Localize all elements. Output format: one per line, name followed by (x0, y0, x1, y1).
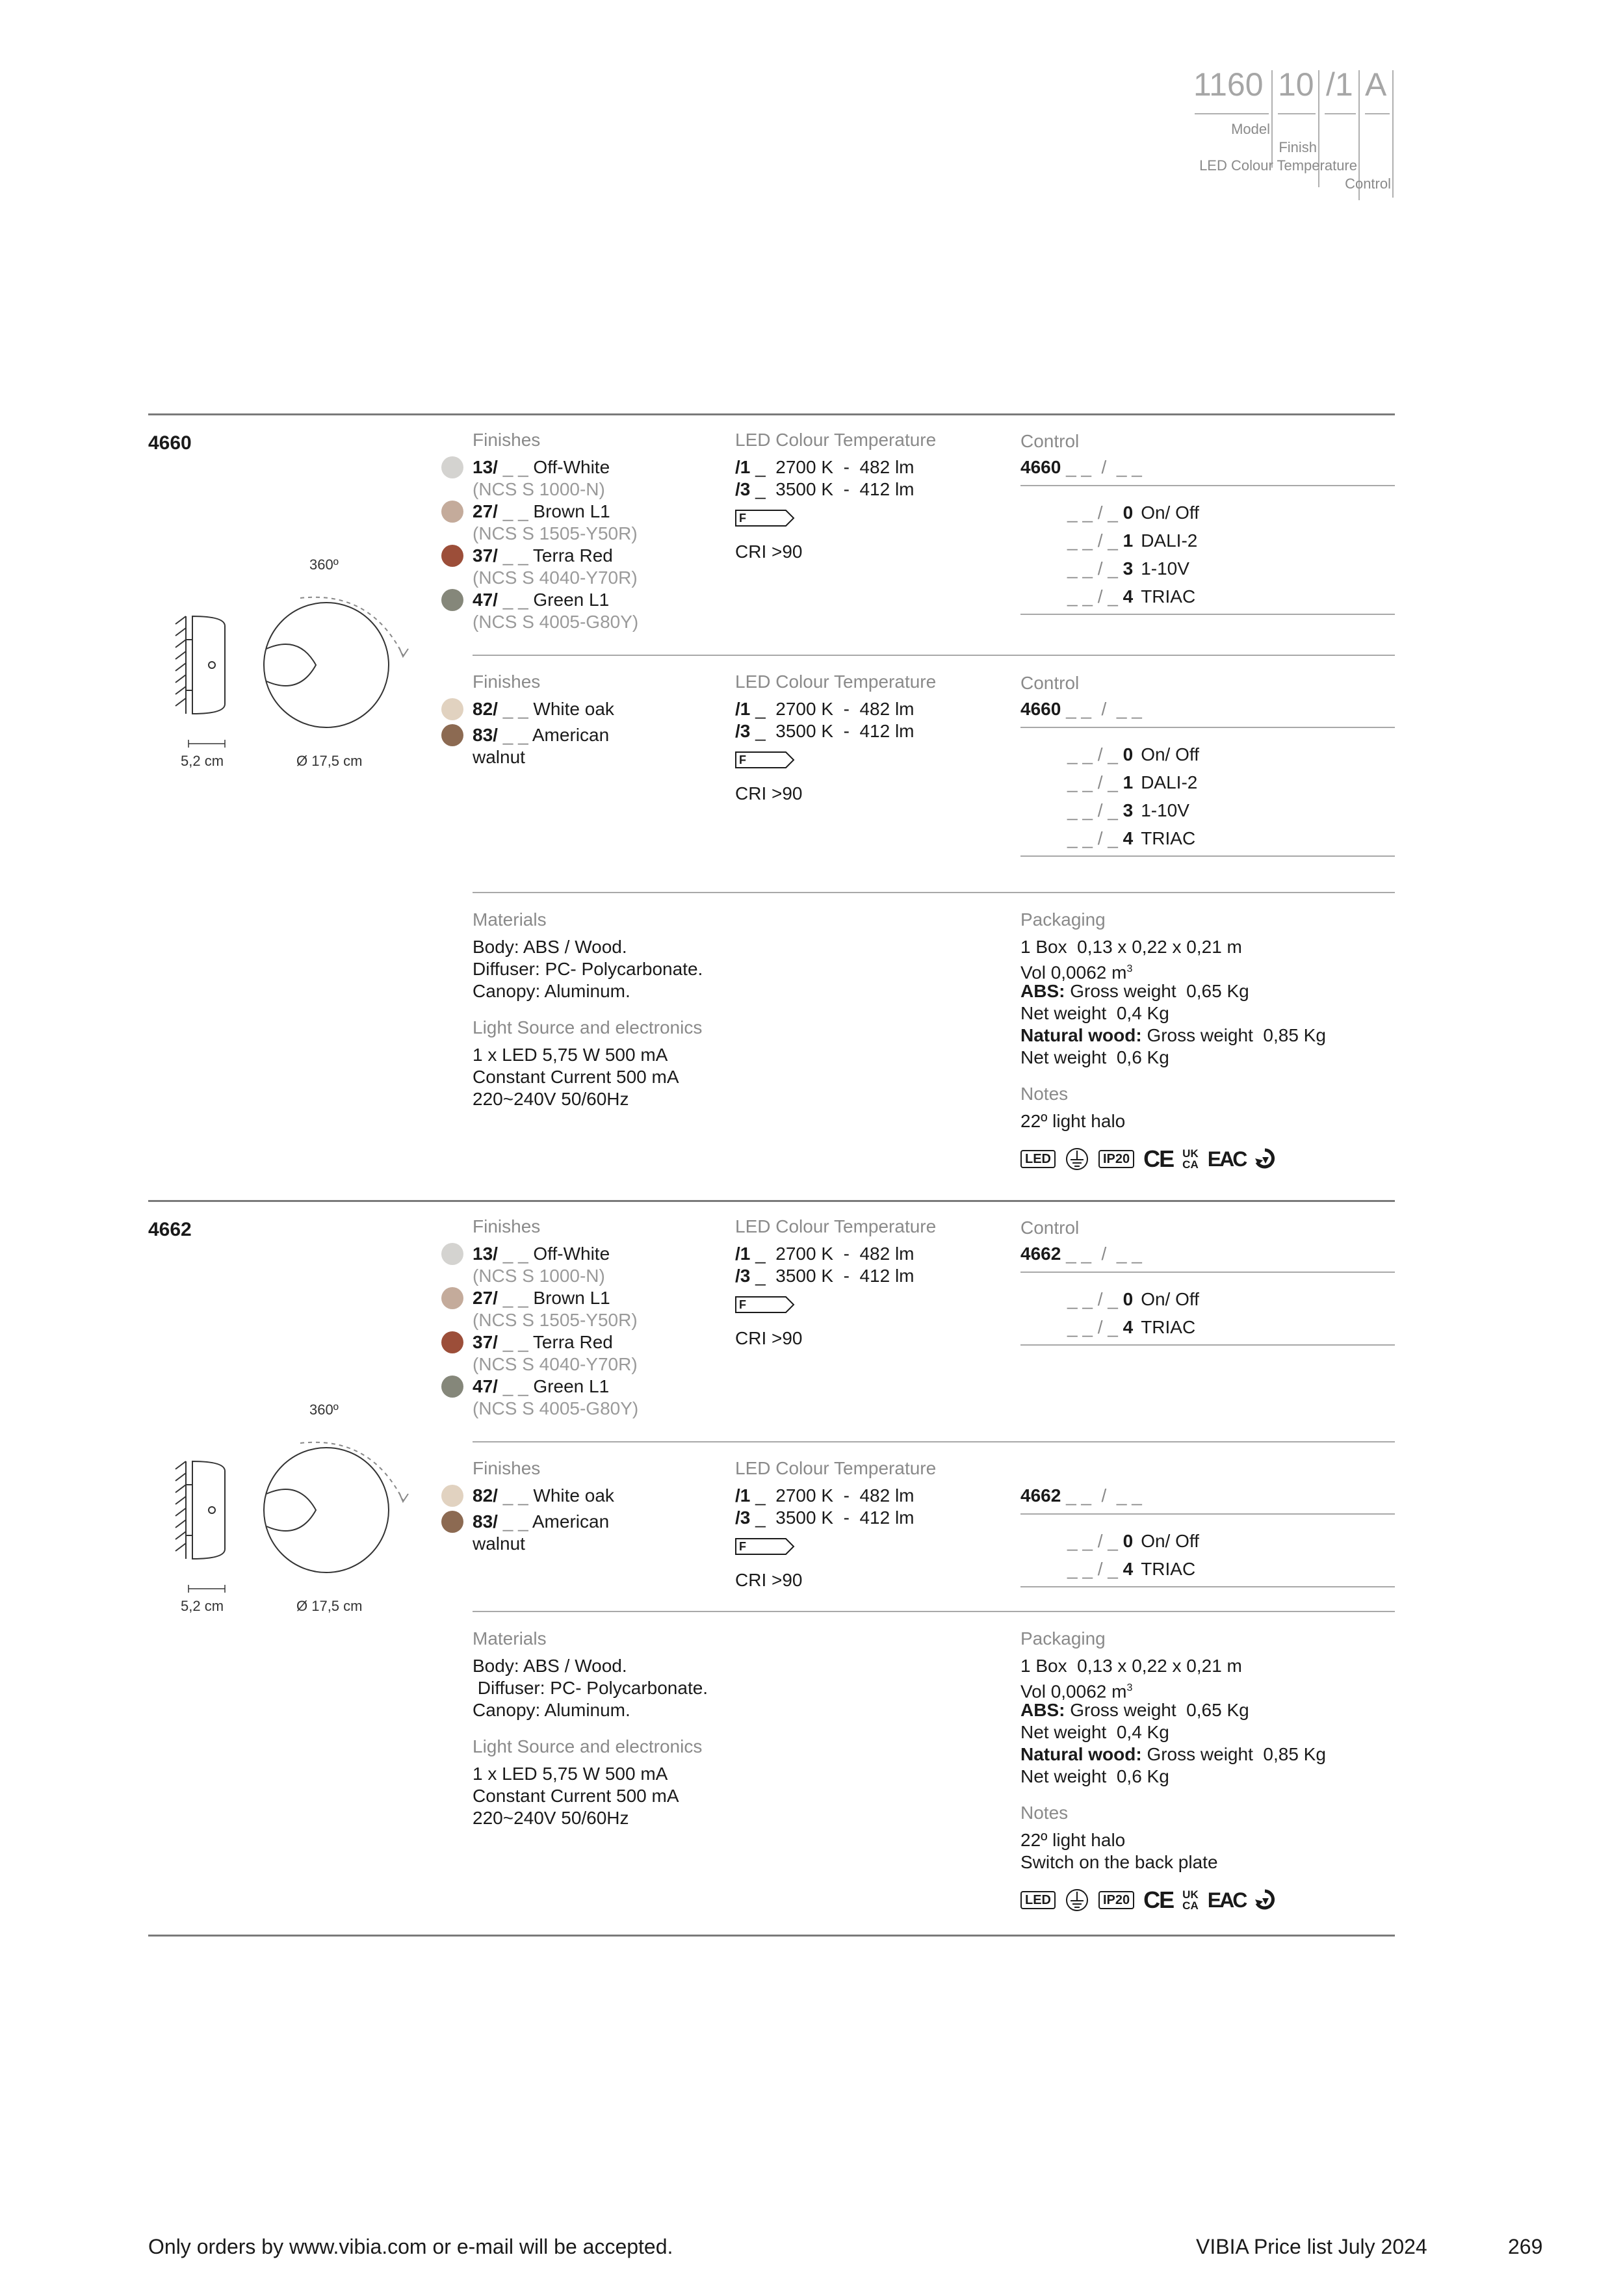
led-value: _ 3500 K - 412 lm (750, 479, 915, 499)
abs-gross: Gross weight 0,65 Kg (1065, 1700, 1249, 1720)
certification-icons (1020, 1147, 1275, 1171)
packaging-box: 1 Box 0,13 x 0,22 x 0,21 m (1020, 1656, 1242, 1676)
wood-net-weight: Net weight 0,6 Kg (1020, 1766, 1169, 1786)
control-heading: Control (1020, 673, 1080, 693)
diameter-dimension: Ø 17,5 cm (296, 1598, 363, 1614)
finishes-heading: Finishes (473, 430, 541, 450)
control-model: 4662 (1020, 1485, 1061, 1506)
control-suffix: _ _ / _ _ (1061, 457, 1142, 477)
diameter-dimension: Ø 17,5 cm (296, 753, 363, 769)
class-ii-ground-icon (1065, 1147, 1089, 1171)
finishes-heading: Finishes (473, 1458, 541, 1478)
finish-blank: _ _ (497, 1288, 534, 1308)
led-badge-icon: LED (1020, 1891, 1056, 1909)
code-part-finish: 10 (1278, 66, 1314, 103)
material-line: Diffuser: PC- Polycarbonate. (473, 1678, 708, 1698)
control-prefix: _ _ / _ (1067, 586, 1123, 607)
volume-unit-exp: 3 (1126, 963, 1133, 974)
code-part-model: 1160 (1193, 66, 1264, 103)
wood-label: Natural wood: (1020, 1744, 1142, 1764)
finish-code: 27/ (473, 1288, 498, 1308)
eac-mark-icon: EAC (1207, 1888, 1246, 1912)
side-view (175, 616, 225, 714)
certification-icons (1020, 1888, 1275, 1912)
divider (1020, 1344, 1395, 1346)
code-label-finish: Finish (1279, 139, 1317, 155)
control-option-code: 0 (1123, 1289, 1134, 1309)
abs-label: ABS: (1020, 981, 1065, 1001)
dimension-lines (188, 740, 225, 748)
control-option (1067, 1558, 1195, 1580)
note-line: 22º light halo (1020, 1830, 1126, 1850)
led-code: /3 (735, 1507, 751, 1528)
finish-code: 37/ (473, 545, 498, 566)
abs-gross-weight (1020, 1699, 1249, 1721)
finish-swatch (441, 545, 463, 567)
divider (1020, 1586, 1395, 1587)
finish-name: Brown L1 (533, 1288, 610, 1308)
finish-swatch (441, 1243, 463, 1265)
control-heading: Control (1020, 431, 1080, 451)
ce-mark-icon: CE (1143, 1886, 1174, 1913)
side-view (175, 1461, 225, 1559)
control-option-label: DALI-2 (1141, 530, 1198, 551)
control-model: 4660 (1020, 699, 1061, 719)
finish-option (473, 456, 610, 478)
finish-blank: _ _ (497, 1485, 534, 1506)
material-line: Body: ABS / Wood. (473, 1656, 627, 1676)
finish-swatch (441, 698, 463, 720)
wood-label: Natural wood: (1020, 1025, 1142, 1045)
finish-name: Off-White (533, 457, 610, 477)
control-option (1067, 828, 1195, 850)
wood-gross: Gross weight 0,85 Kg (1141, 1025, 1326, 1045)
finish-swatch (441, 501, 463, 523)
finish-blank: _ _ (497, 457, 534, 477)
finish-swatch (441, 1485, 463, 1507)
finish-swatch (441, 1287, 463, 1309)
led-code: /3 (735, 1266, 751, 1286)
finish-ncs: (NCS S 4040-Y70R) (473, 1354, 638, 1374)
finish-swatch (441, 1331, 463, 1353)
control-option-label: On/ Off (1141, 1531, 1199, 1551)
finish-blank: _ _ (497, 590, 534, 610)
led-value: _ 3500 K - 412 lm (750, 721, 915, 741)
finish-blank: _ _ (497, 1376, 534, 1396)
finish-code: 47/ (473, 1376, 498, 1396)
material-line: Canopy: Aluminum. (473, 1700, 630, 1720)
control-option-label: TRIAC (1141, 828, 1196, 848)
led-option (735, 698, 915, 720)
control-prefix: _ _ / _ (1067, 1317, 1123, 1337)
rotation-label: 360º (309, 556, 339, 573)
control-option-code: 4 (1123, 1559, 1134, 1579)
divider (148, 413, 1395, 415)
volume-value: Vol 0,0062 m (1020, 1681, 1127, 1702)
control-option (1067, 800, 1189, 822)
finish-name-cont: walnut (473, 747, 525, 767)
finish-name: Brown L1 (533, 501, 610, 521)
control-code (1020, 1485, 1142, 1507)
front-view (264, 597, 408, 727)
model-number: 4662 (148, 1219, 192, 1240)
control-suffix: _ _ / _ _ (1061, 699, 1142, 719)
finish-name: American (532, 1511, 610, 1532)
depth-dimension: 5,2 cm (181, 1598, 224, 1614)
ip-rating-icon: IP20 (1098, 1150, 1134, 1168)
finishes-heading: Finishes (473, 672, 541, 692)
led-heading: LED Colour Temperature (735, 430, 937, 450)
cri-value: CRI >90 (735, 541, 803, 562)
finish-swatch (441, 456, 463, 478)
dimension-lines (188, 1585, 225, 1593)
light-source-heading: Light Source and electronics (473, 1736, 703, 1756)
light-source-heading: Light Source and electronics (473, 1017, 703, 1037)
control-option-code: 1 (1123, 530, 1134, 551)
divider (473, 1611, 1395, 1612)
control-option (1067, 558, 1189, 580)
finish-option (473, 501, 610, 523)
control-option-label: On/ Off (1141, 744, 1199, 764)
control-model: 4660 (1020, 457, 1061, 477)
eac-mark-icon: EAC (1207, 1147, 1246, 1171)
abs-gross: Gross weight 0,65 Kg (1065, 981, 1249, 1001)
control-option-label: 1-10V (1141, 558, 1189, 579)
control-model: 4662 (1020, 1244, 1061, 1264)
control-suffix: _ _ / _ _ (1061, 1485, 1142, 1506)
divider (148, 1935, 1395, 1937)
divider (473, 1441, 1395, 1442)
light-source-line: 1 x LED 5,75 W 500 mA (473, 1764, 668, 1784)
control-option (1067, 502, 1199, 524)
led-value: _ 2700 K - 482 lm (750, 1244, 915, 1264)
code-label-led: LED Colour Temperature (1199, 157, 1357, 174)
footer-page-number: 269 (1508, 2235, 1543, 2258)
control-prefix: _ _ / _ (1067, 502, 1123, 523)
energy-class: F (739, 512, 746, 525)
led-option (735, 1485, 915, 1507)
control-heading: Control (1020, 1218, 1080, 1238)
led-value: _ 3500 K - 412 lm (750, 1266, 915, 1286)
materials-heading: Materials (473, 1628, 547, 1649)
control-option-label: TRIAC (1141, 1559, 1196, 1579)
footer-orders-note: Only orders by www.vibia.com or e-mail will be accepted. (148, 2235, 673, 2258)
rotation-label: 360º (309, 1402, 339, 1418)
notes-heading: Notes (1020, 1803, 1069, 1823)
divider (473, 655, 1395, 656)
material-line: Canopy: Aluminum. (473, 981, 630, 1001)
footer-brand: VIBIA Price list July 2024 (1196, 2235, 1427, 2258)
led-code: /3 (735, 479, 751, 499)
ukca-bottom: CA (1182, 1158, 1199, 1171)
finish-swatch (441, 1511, 463, 1533)
control-option-label: TRIAC (1141, 586, 1196, 607)
finish-code: 83/ (473, 725, 498, 745)
control-option-code: 3 (1123, 800, 1134, 820)
led-code: /1 (735, 1485, 751, 1506)
light-source-line: 220~240V 50/60Hz (473, 1089, 629, 1109)
finish-name: White oak (533, 699, 614, 719)
finish-name-cont: walnut (473, 1533, 525, 1554)
note-line: 22º light halo (1020, 1111, 1126, 1131)
class-ii-ground-icon (1065, 1888, 1089, 1912)
finish-ncs: (NCS S 1505-Y50R) (473, 523, 638, 543)
product-drawing (162, 564, 435, 759)
control-code (1020, 456, 1142, 478)
finish-option (473, 698, 614, 720)
finish-blank: _ _ (497, 725, 532, 745)
led-value: _ 2700 K - 482 lm (750, 457, 915, 477)
control-option-code: 0 (1123, 744, 1134, 764)
control-option (1067, 744, 1199, 766)
packaging-box: 1 Box 0,13 x 0,22 x 0,21 m (1020, 937, 1242, 957)
finish-code: 27/ (473, 501, 498, 521)
finish-code: 82/ (473, 699, 498, 719)
finish-name: Terra Red (532, 545, 613, 566)
finish-option (473, 1287, 610, 1309)
led-option (735, 478, 915, 501)
control-option-label: 1-10V (1141, 800, 1189, 820)
depth-dimension: 5,2 cm (181, 753, 224, 769)
finish-option (473, 1485, 614, 1507)
control-suffix: _ _ / _ _ (1061, 1244, 1142, 1264)
finish-name: Green L1 (533, 590, 610, 610)
divider (1020, 855, 1395, 857)
control-option (1067, 586, 1195, 608)
finish-code: 83/ (473, 1511, 498, 1532)
wood-gross-weight (1020, 1743, 1326, 1766)
finish-swatch (441, 724, 463, 746)
finish-code: 37/ (473, 1332, 498, 1352)
finish-ncs: (NCS S 1000-N) (473, 479, 605, 499)
control-prefix: _ _ / _ (1067, 1531, 1123, 1551)
energy-class: F (739, 1540, 746, 1553)
led-option (735, 1243, 915, 1265)
product-drawing (162, 1409, 435, 1604)
finish-option (473, 589, 609, 611)
divider (473, 892, 1395, 893)
led-code: /1 (735, 1244, 751, 1264)
control-option-code: 0 (1123, 502, 1134, 523)
divider (148, 1200, 1395, 1202)
control-prefix: _ _ / _ (1067, 828, 1123, 848)
control-option (1067, 1288, 1199, 1311)
finish-blank: _ _ (497, 501, 534, 521)
finish-option (473, 1511, 609, 1533)
material-line: Diffuser: PC- Polycarbonate. (473, 959, 703, 979)
finish-option (473, 1331, 613, 1353)
finish-blank: _ _ (497, 545, 533, 566)
volume-value: Vol 0,0062 m (1020, 962, 1127, 983)
control-option-code: 4 (1123, 828, 1134, 848)
control-prefix: _ _ / _ (1067, 772, 1123, 792)
finish-code: 13/ (473, 1244, 498, 1264)
finish-ncs: (NCS S 4005-G80Y) (473, 612, 639, 632)
ukca-top: UK (1182, 1147, 1199, 1160)
control-option-label: On/ Off (1141, 1289, 1199, 1309)
finish-option (473, 1243, 610, 1265)
ukca-top: UK (1182, 1888, 1199, 1901)
led-heading: LED Colour Temperature (735, 1216, 937, 1236)
finish-ncs: (NCS S 4005-G80Y) (473, 1398, 639, 1418)
cri-value: CRI >90 (735, 783, 803, 803)
finish-option (473, 724, 609, 746)
led-code: /3 (735, 721, 751, 741)
control-option (1067, 772, 1197, 794)
finish-swatch (441, 1376, 463, 1398)
finishes-heading: Finishes (473, 1216, 541, 1236)
control-prefix: _ _ / _ (1067, 1559, 1123, 1579)
led-code: /1 (735, 699, 751, 719)
control-option-label: DALI-2 (1141, 772, 1198, 792)
control-option (1067, 1316, 1195, 1338)
abs-gross-weight (1020, 980, 1249, 1002)
wood-net-weight: Net weight 0,6 Kg (1020, 1047, 1169, 1067)
light-source-line: 220~240V 50/60Hz (473, 1808, 629, 1828)
control-option-code: 1 (1123, 772, 1134, 792)
led-value: _ 2700 K - 482 lm (750, 699, 915, 719)
control-option-code: 0 (1123, 1531, 1134, 1551)
finish-ncs: (NCS S 4040-Y70R) (473, 567, 638, 588)
finish-name: Green L1 (533, 1376, 610, 1396)
front-view (264, 1442, 408, 1572)
model-number: 4660 (148, 432, 192, 454)
code-label-control: Control (1345, 176, 1391, 192)
led-option (735, 456, 915, 478)
control-prefix: _ _ / _ (1067, 1289, 1123, 1309)
ukca-mark-icon (1182, 1889, 1199, 1911)
finish-ncs: (NCS S 1000-N) (473, 1266, 605, 1286)
finish-swatch (441, 589, 463, 611)
control-option-code: 4 (1123, 586, 1134, 607)
control-option-label: On/ Off (1141, 502, 1199, 523)
finish-code: 82/ (473, 1485, 498, 1506)
packaging-heading: Packaging (1020, 1628, 1106, 1649)
led-badge-icon: LED (1020, 1150, 1056, 1168)
divider (1020, 485, 1395, 486)
finish-name: American (532, 725, 610, 745)
light-source-line: 1 x LED 5,75 W 500 mA (473, 1045, 668, 1065)
divider (1020, 614, 1395, 615)
finish-blank: _ _ (497, 699, 534, 719)
packaging-heading: Packaging (1020, 909, 1106, 930)
control-prefix: _ _ / _ (1067, 800, 1123, 820)
finish-name: Terra Red (532, 1332, 613, 1352)
divider (1020, 1272, 1395, 1273)
control-code (1020, 698, 1142, 720)
ukca-bottom: CA (1182, 1899, 1199, 1912)
recycle-icon (1254, 1889, 1275, 1911)
code-part-control: A (1365, 66, 1387, 103)
led-option (735, 720, 915, 742)
control-option-label: TRIAC (1141, 1317, 1196, 1337)
finish-name: Off-White (533, 1244, 610, 1264)
abs-net-weight: Net weight 0,4 Kg (1020, 1003, 1169, 1023)
finish-ncs: (NCS S 1505-Y50R) (473, 1310, 638, 1330)
control-option (1067, 1530, 1199, 1552)
light-source-line: Constant Current 500 mA (473, 1067, 679, 1087)
finish-blank: _ _ (497, 1332, 533, 1352)
cri-value: CRI >90 (735, 1328, 803, 1348)
led-value: _ 2700 K - 482 lm (750, 1485, 915, 1506)
finish-code: 13/ (473, 457, 498, 477)
abs-label: ABS: (1020, 1700, 1065, 1720)
led-value: _ 3500 K - 412 lm (750, 1507, 915, 1528)
materials-heading: Materials (473, 909, 547, 930)
finish-blank: _ _ (497, 1244, 534, 1264)
control-prefix: _ _ / _ (1067, 530, 1123, 551)
led-heading: LED Colour Temperature (735, 672, 937, 692)
control-code (1020, 1243, 1142, 1265)
led-option (735, 1507, 915, 1529)
control-option (1067, 530, 1197, 552)
control-option-code: 3 (1123, 558, 1134, 579)
energy-class: F (739, 753, 746, 766)
divider (1020, 1513, 1395, 1515)
cri-value: CRI >90 (735, 1570, 803, 1590)
led-option (735, 1265, 915, 1287)
control-option-code: 4 (1123, 1317, 1134, 1337)
code-key (1183, 65, 1397, 202)
divider (1020, 727, 1395, 728)
material-line: Body: ABS / Wood. (473, 937, 627, 957)
finish-name: White oak (533, 1485, 614, 1506)
control-prefix: _ _ / _ (1067, 744, 1123, 764)
wood-gross-weight (1020, 1024, 1326, 1047)
finish-code: 47/ (473, 590, 498, 610)
volume-unit-exp: 3 (1126, 1682, 1133, 1693)
energy-class: F (739, 1298, 746, 1311)
ip-rating-icon: IP20 (1098, 1891, 1134, 1909)
light-source-line: Constant Current 500 mA (473, 1786, 679, 1806)
recycle-icon (1254, 1148, 1275, 1170)
led-heading: LED Colour Temperature (735, 1458, 937, 1478)
code-label-model: Model (1231, 121, 1270, 137)
finish-option (473, 545, 613, 567)
control-prefix: _ _ / _ (1067, 558, 1123, 579)
code-part-led: /1 (1326, 66, 1353, 103)
abs-net-weight: Net weight 0,4 Kg (1020, 1722, 1169, 1742)
ukca-mark-icon (1182, 1148, 1199, 1170)
note-line: Switch on the back plate (1020, 1852, 1218, 1872)
ce-mark-icon: CE (1143, 1145, 1174, 1172)
led-code: /1 (735, 457, 751, 477)
notes-heading: Notes (1020, 1084, 1069, 1104)
finish-option (473, 1376, 609, 1398)
finish-blank: _ _ (497, 1511, 532, 1532)
wood-gross: Gross weight 0,85 Kg (1141, 1744, 1326, 1764)
